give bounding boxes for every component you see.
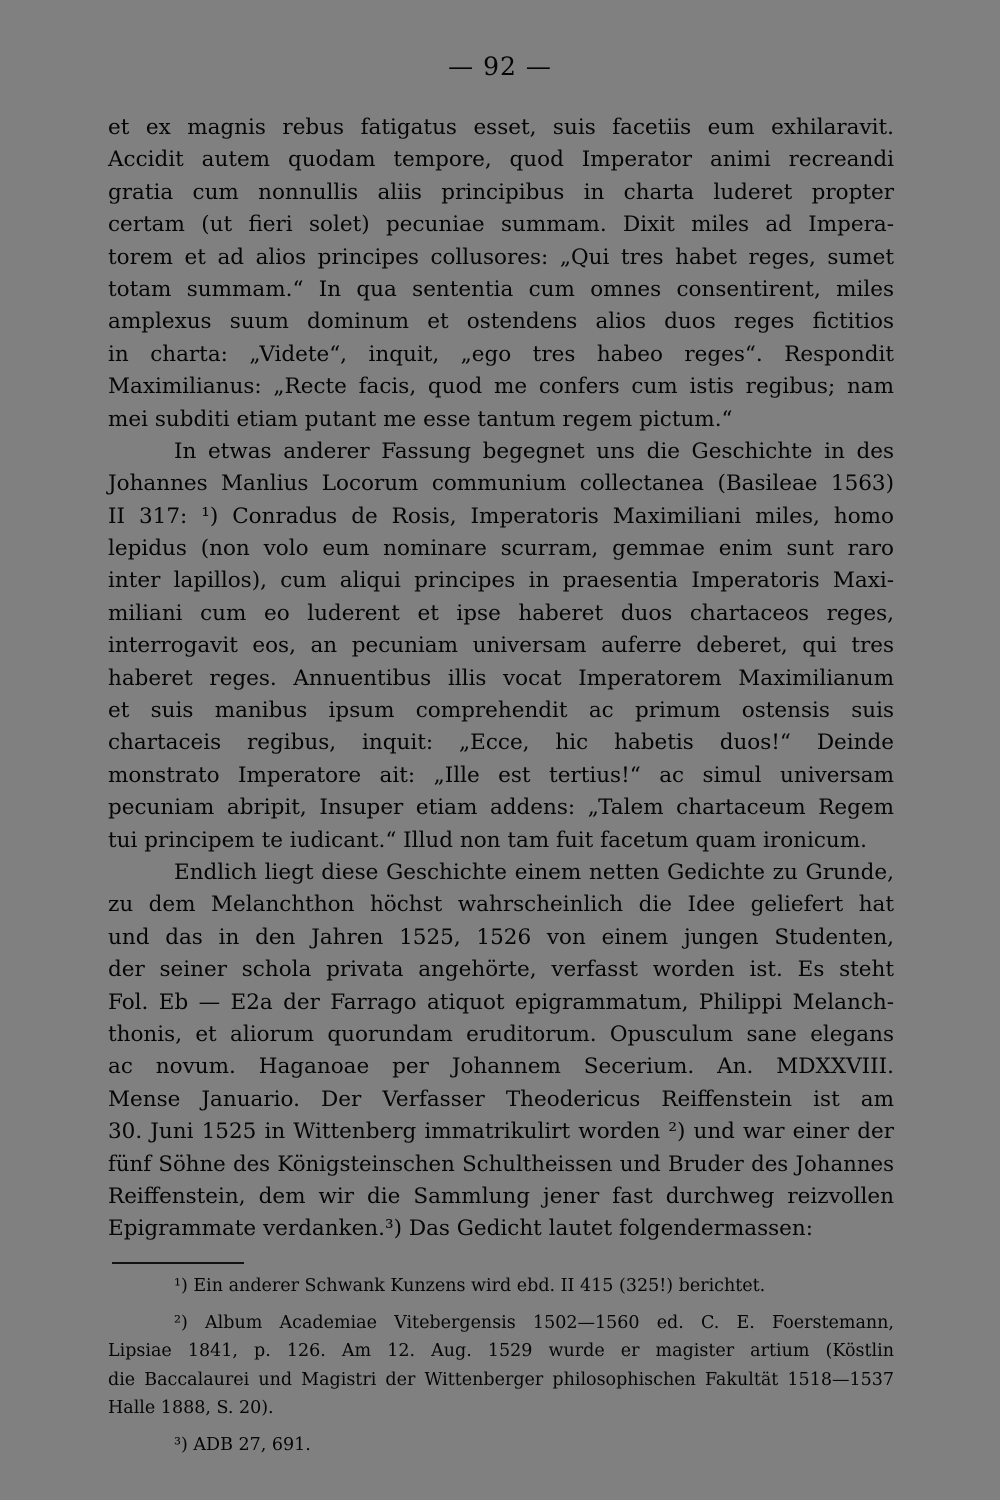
- text-line: der seiner schola privata angehörte, verfasst worden ist. Es steht: [108, 957, 894, 983]
- text-line: certam (ut fieri solet) pecuniae summam. Dixit miles ad Impera-: [108, 212, 894, 238]
- text-line: zu dem Melanchthon höchst wahrscheinlich die Idee geliefert hat: [108, 892, 894, 918]
- text-line: Mense Januario. Der Verfasser Theodericus Reiffenstein ist am: [108, 1086, 894, 1112]
- footnote: [108, 1309, 894, 1423]
- text-line: 30. Juni 1525 in Wittenberg immatrikulirt worden ²) und war einer der: [108, 1119, 894, 1145]
- text-line: lepidus (non volo eum nominare scurram, gemmae enim sunt raro: [108, 536, 894, 562]
- text-line: inter lapillos), cum aliqui principes in praesentia Imperatoris Maxi-: [108, 568, 894, 594]
- footnote-line: die Baccalaurei und Magistri der Wittenberger philosophischen Fakultät 1518—1537: [108, 1369, 894, 1390]
- text-line: Accidit autem quodam tempore, quod Imperator animi recreandi: [108, 147, 894, 173]
- text-line: thonis, et aliorum quorundam eruditorum. Opusculum sane elegans: [108, 1021, 894, 1047]
- footnote-gap: [108, 1423, 894, 1431]
- text-line: chartaceis regibus, inquit: „Ecce, hic habetis duos!“ Deinde: [108, 730, 894, 756]
- text-line: haberet reges. Annuentibus illis vocat Imperatorem Maximilianum: [108, 665, 894, 691]
- text-line: miliani cum eo luderent et ipse haberet duos chartaceos reges,: [108, 600, 894, 626]
- text-line: mei subditi etiam putant me esse tantum regem pictum.“: [108, 406, 733, 432]
- text-line: totam summam.“ In qua sententia cum omnes consentirent, miles: [108, 276, 894, 302]
- footnote-line: Lipsiae 1841, p. 126. Am 12. Aug. 1529 wurde er magister artium (Köstlin: [108, 1341, 894, 1362]
- text-line: Johannes Manlius Locorum communium collectanea (Basileae 1563): [108, 471, 894, 497]
- footnote-line: Halle 1888, S. 20).: [108, 1398, 274, 1419]
- footnote-line: ²) Album Academiae Vitebergensis 1502—1560 ed. C. E. Foerstemann,: [174, 1312, 894, 1333]
- text-line: amplexus suum dominum et ostendens alios duos reges fictitios: [108, 309, 894, 335]
- text-line: Epigrammate verdanken.³) Das Gedicht lautet folgendermassen:: [108, 1216, 813, 1242]
- body-text: [108, 112, 894, 1246]
- text-line: gratia cum nonnullis aliis principibus in charta luderet propter: [108, 179, 894, 205]
- text-line: et ex magnis rebus fatigatus esset, suis facetiis eum exhilaravit.: [108, 115, 894, 140]
- text-line: tui principem te iudicant.“ Illud non tam fuit facetum quam ironicum.: [108, 827, 867, 853]
- text-line: In etwas anderer Fassung begegnet uns die Geschichte in des: [174, 438, 894, 464]
- footnotes: [108, 1272, 894, 1460]
- page-number: — 92 —: [448, 52, 552, 81]
- text-line: II 317: ¹) Conradus de Rosis, Imperatoris Maximiliani miles, homo: [108, 503, 894, 529]
- footnote-line: ¹) Ein anderer Schwank Kunzens wird ebd. II 415 (325!) berichtet.: [174, 1276, 766, 1296]
- text-line: Maximilianus: „Recte facis, quod me confers cum istis regibus; nam: [108, 374, 894, 400]
- text-line: Endlich liegt diese Geschichte einem netten Gedichte zu Grunde,: [174, 859, 894, 885]
- text-line: et suis manibus ipsum comprehendit ac primum ostensis suis: [108, 698, 894, 724]
- text-line: torem et ad alios principes collusores: „Qui tres habet reges, sumet: [108, 244, 894, 270]
- text-line: monstrato Imperatore ait: „Ille est tertius!“ ac simul universam: [108, 762, 894, 788]
- footnote-gap: [108, 1301, 894, 1309]
- footnote: [108, 1431, 894, 1460]
- footnote-rule: [112, 1262, 244, 1264]
- text-line: pecuniam abripit, Insuper etiam addens: „Talem chartaceum Regem: [108, 795, 894, 821]
- footnote: [108, 1272, 894, 1301]
- text-line: Reiffenstein, dem wir die Sammlung jener fast durchweg reizvollen: [108, 1183, 894, 1209]
- text-line: in charta: „Videte“, inquit, „ego tres habeo reges“. Respondit: [108, 341, 894, 367]
- text-line: Fol. Eb — E2a der Farrago atiquot epigrammatum, Philippi Melanch-: [108, 989, 894, 1015]
- text-line: und das in den Jahren 1525, 1526 von einem jungen Studenten,: [108, 924, 894, 950]
- text-line: interrogavit eos, an pecuniam universam auferre deberet, qui tres: [108, 633, 894, 659]
- text-line: fünf Söhne des Königsteinschen Schultheissen und Bruder des Johannes: [108, 1151, 894, 1177]
- footnote-line: ³) ADB 27, 691.: [174, 1434, 311, 1455]
- text-line: ac novum. Haganoae per Johannem Secerium. An. MDXXVIII.: [108, 1054, 894, 1080]
